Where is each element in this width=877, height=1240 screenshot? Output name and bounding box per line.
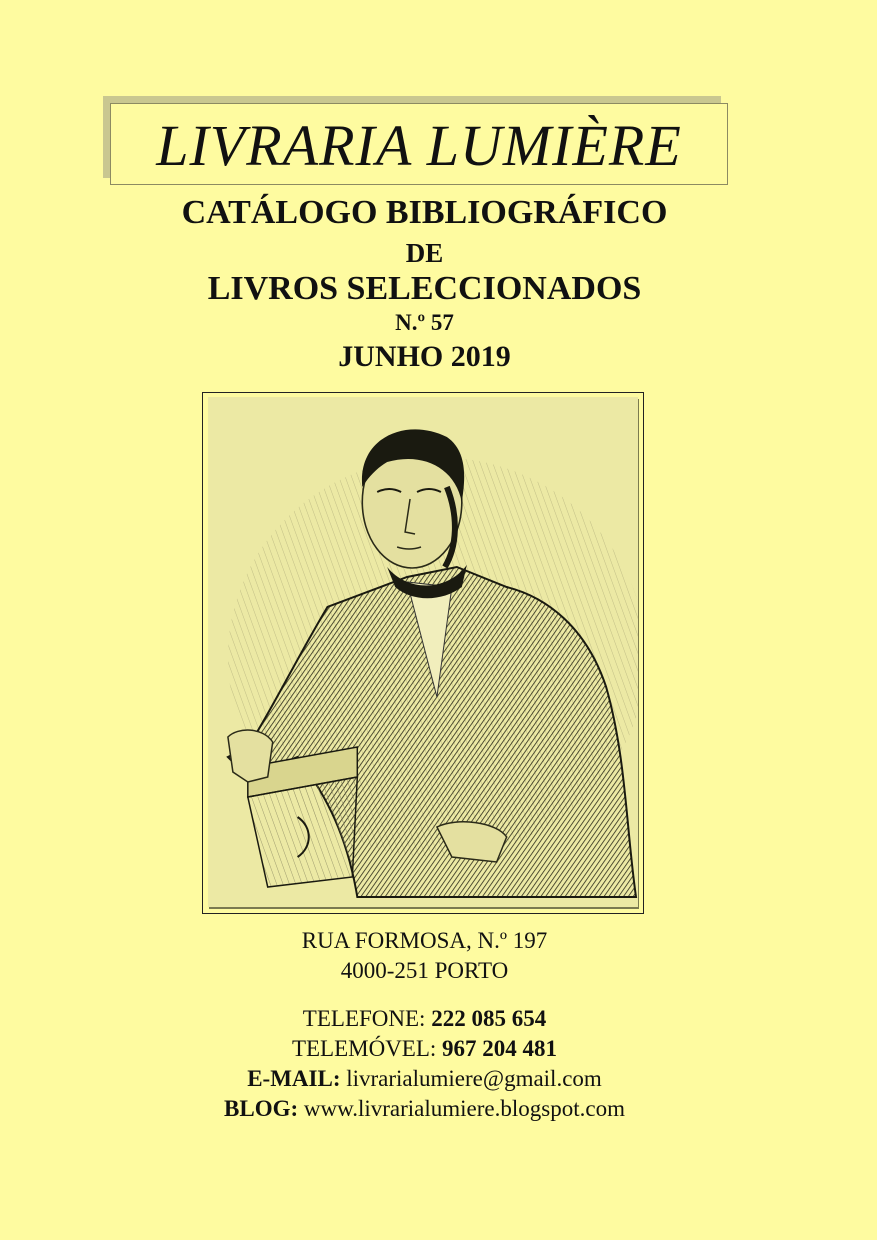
phone-number: 222 085 654: [431, 1006, 547, 1031]
catalog-date: JUNHO 2019: [338, 340, 511, 373]
mobile-label: TELEMÓVEL:: [291, 1036, 437, 1061]
catalog-heading-line1: CATÁLOGO BIBLIOGRÁFICO: [181, 194, 668, 231]
phone-line: [0, 1006, 863, 1032]
address-city: 4000-251 PORTO: [340, 958, 509, 983]
store-title-box: [110, 103, 728, 185]
catalog-issue-number: N.º 57: [395, 310, 454, 335]
address-street: RUA FORMOSA, N.º 197: [301, 928, 548, 953]
portrait-image: [208, 397, 638, 907]
catalog-heading-line3: LIVROS SELECCIONADOS: [207, 270, 642, 307]
catalog-heading-line2: DE: [405, 238, 444, 268]
email-address[interactable]: livrarialumiere@gmail.com: [346, 1066, 602, 1091]
mobile-number: 967 204 481: [442, 1036, 558, 1061]
blog-line: [0, 1096, 863, 1122]
email-line: [0, 1066, 863, 1092]
portrait-illustration: [208, 397, 638, 907]
blog-url[interactable]: www.livrarialumiere.blogspot.com: [303, 1096, 625, 1121]
phone-label: TELEFONE:: [302, 1006, 426, 1031]
store-title: LIVRARIA LUMIÈRE: [156, 113, 682, 178]
email-label: E-MAIL:: [247, 1066, 341, 1091]
mobile-line: [0, 1036, 863, 1062]
portrait-frame: [202, 392, 644, 914]
blog-label: BLOG:: [224, 1096, 299, 1121]
